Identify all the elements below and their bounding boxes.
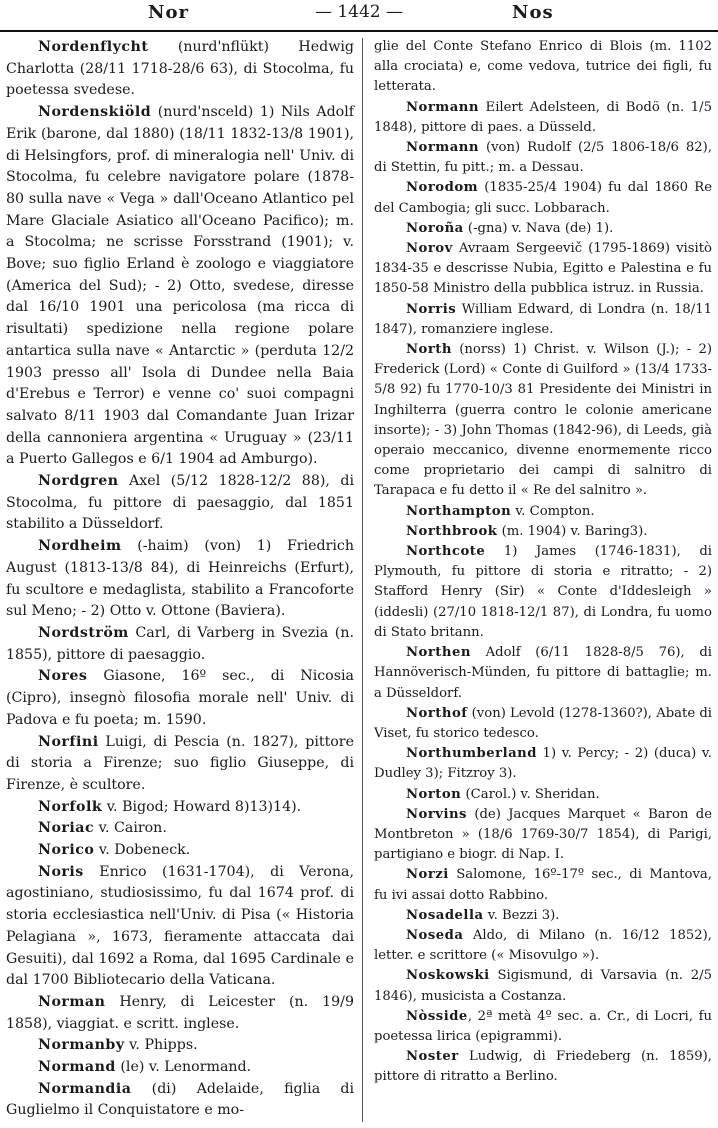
entry-text: v. Dobeneck. bbox=[94, 842, 191, 859]
entry-headword: Northof bbox=[406, 705, 468, 721]
entry-headword: Norman bbox=[38, 993, 106, 1010]
dictionary-entry bbox=[374, 966, 712, 1006]
dictionary-entry bbox=[374, 542, 712, 643]
entry-text: Aldo, di Milano (n. 16/12 1852), letter. e scrittore (« Misovulgo »). bbox=[374, 927, 712, 964]
entry-text: (Carol.) v. Sheridan. bbox=[461, 786, 600, 802]
right-column bbox=[374, 37, 712, 1088]
entry-text: Carl, di Varberg in Svezia (n. 1855), pittore di paesaggio. bbox=[6, 624, 354, 663]
entry-headword: Northbrook bbox=[406, 523, 498, 539]
dictionary-entry bbox=[374, 1047, 712, 1087]
entry-text: (di) Adelaide, figlia di Guglielmo il Conquistatore e mo- bbox=[6, 1080, 354, 1119]
entry-headword: Northcote bbox=[406, 544, 486, 560]
dictionary-entry bbox=[374, 340, 712, 502]
entry-headword: Nordström bbox=[38, 624, 129, 641]
entry-text: (1835-25/4 1904) fu dal 1860 Re del Cambogia; gli succ. Lobbarach. bbox=[374, 180, 712, 216]
dictionary-entry bbox=[374, 805, 712, 866]
entry-headword: Nordenskiöld bbox=[38, 104, 152, 121]
entry-text: v. Compton. bbox=[511, 503, 595, 519]
left-column bbox=[6, 37, 354, 1122]
entry-text: (nurd'nsceld) 1) Nils Adolf Erik (barone, dal 1880) (18/11 1832-13/8 1901), di Helsingfors, prof. di mineralogia nell' Univ. di Stocolma, fu celebre navigatore polare (1878-80 sulla nave « Vega » dall'Oceano Atlantico pel Mare Glaciale Asiatico all'Oceano Pacifico); m. a Stocolma; ne scrisse Forsstrand (1901); v. Bove; suo figlio Erland è zoologo e viaggiatore (America del Sud); - 2) Otto, svedese, diresse dal 16/10 1901 una pericolosa (ma ricca di risultati) spedizione nella regione polare antartica sulla nave « Antarctic » (perduta 12/2 1903 presso all' Isola di Dundee nella Baia d'Erebus e Terror) e venne co' suoi compagni salvato 8/11 1903 dal Comandante Juan Irizar della cannoniera argentina « Uruguay » (23/11 a Puerto Gallegos e 6/1 1904 ad Amburgo). bbox=[6, 104, 354, 468]
entry-text: Adolf (6/11 1828-8/5 76), di Hannöverisch-Münden, fu pittore di battaglie; m. a Düsseldorf. bbox=[374, 645, 712, 701]
entry-headword: Normanby bbox=[38, 1037, 125, 1054]
entry-headword: Northumberland bbox=[406, 746, 537, 762]
dictionary-entry bbox=[374, 643, 712, 704]
entry-text: Avraam Sergeevič (1795-1869) visitò 1834-35 e descrisse Nubia, Egitto e Palestina e fu 1850-58 Ministro della pubblica istruz. in Russia. bbox=[374, 241, 712, 297]
entry-headword: Norris bbox=[406, 301, 457, 317]
entry-headword: Normann bbox=[406, 99, 479, 115]
entry-text: Salomone, 16º-17º sec., di Mantova, fu ivi assai dotto Rabbino. bbox=[374, 867, 712, 903]
dictionary-entry bbox=[374, 37, 712, 98]
entry-headword: Norfolk bbox=[38, 798, 103, 815]
entry-text: Eilert Adelsteen, di Bodö (n. 1/5 1848), pittore di paes. a Düsseld. bbox=[374, 99, 712, 135]
dictionary-entry bbox=[374, 219, 712, 239]
entry-text: (-haim) (von) 1) Friedrich August (1813-13/8 84), di Heinreichs (Erfurt), fu scultore e medaglista, stabilito a Francoforte sul Meno; - 2) Otto v. Ottone (Baviera). bbox=[6, 538, 354, 620]
entry-headword: Norov bbox=[406, 241, 453, 257]
entry-text: 1) v. Percy; - 2) (duca) v. Dudley 3); Fitzroy 3). bbox=[374, 746, 712, 782]
entry-text: (von) Rudolf (2/5 1806-18/6 82), di Stettin, fu pitt.; m. a Dessau. bbox=[374, 140, 712, 176]
entry-headword: Norico bbox=[38, 842, 95, 859]
entry-headword: Northampton bbox=[406, 503, 512, 519]
entry-headword: Norton bbox=[406, 786, 462, 802]
dictionary-entry bbox=[6, 37, 354, 102]
entry-text: v. Phipps. bbox=[124, 1037, 198, 1054]
entry-text: (von) Levold (1278-1360?), Abate di Viset, fu storico tedesco. bbox=[374, 705, 712, 741]
dictionary-entry bbox=[374, 785, 712, 805]
dictionary-entry bbox=[6, 1079, 354, 1122]
entry-headword: Norvins bbox=[406, 806, 467, 822]
page-header bbox=[0, 0, 718, 32]
entry-headword: Noroña bbox=[406, 220, 464, 236]
entry-text: (norss) 1) Christ. v. Wilson (J.); - 2) Frederick (Lord) « Conte di Guilford » (13/4 1733-5/8 92) fu 1770-10/3 81 Presidente dei Ministri in Inghilterra (guerra contro le colonie americane insorte); - 3) John Thomas (1842-96), di Leeds, già operaio meccanico, divenne enormemente ricco come proprietario dei campi di salnitro di Tarapaca e fu detto il « Re del salnitro ». bbox=[374, 342, 712, 499]
entry-headword: Normann bbox=[406, 140, 479, 156]
dictionary-entry bbox=[6, 471, 354, 536]
dictionary-entry bbox=[374, 1007, 712, 1047]
entry-headword: Norzi bbox=[406, 867, 449, 883]
dictionary-entry bbox=[6, 992, 354, 1035]
entry-text: , 2ª metà 4º sec. a. Cr., di Locri, fu poetessa lirica (epigrammi). bbox=[374, 1008, 712, 1044]
dictionary-entry bbox=[6, 840, 354, 862]
entry-headword: Noseda bbox=[406, 927, 464, 943]
dictionary-entry bbox=[6, 732, 354, 797]
page-number: — 1442 — bbox=[314, 2, 404, 22]
dictionary-entry bbox=[374, 522, 712, 542]
entry-headword: Noriac bbox=[38, 820, 95, 837]
entry-text: (-gna) v. Nava (de) 1). bbox=[463, 220, 614, 236]
entry-headword: Nòsside bbox=[406, 1008, 468, 1024]
dictionary-entry bbox=[374, 239, 712, 300]
entry-text: Ludwig, di Friedeberg (n. 1859), pittore di ritratto a Berlino. bbox=[374, 1049, 712, 1085]
dictionary-entry bbox=[6, 1057, 354, 1079]
entry-headword: Nordenflycht bbox=[38, 39, 149, 55]
dictionary-entry bbox=[374, 300, 712, 340]
dictionary-entry bbox=[374, 865, 712, 905]
entry-headword: Noris bbox=[38, 863, 84, 880]
dictionary-entry bbox=[374, 744, 712, 784]
entry-text: v. Bigod; Howard 8)13)14). bbox=[102, 798, 302, 815]
entry-headword: Nordgren bbox=[38, 473, 119, 490]
dictionary-entry bbox=[374, 926, 712, 966]
dictionary-entry bbox=[374, 906, 712, 926]
entry-text: 1) James (1746-1831), di Plymouth, fu pittore di storia e ritratto; - 2) Stafford Henry (Sir) « Conte d'Iddesleigh » (iddesli) (27/10 1818-12/1 87), di Londra, fu uomo di Stato britann. bbox=[374, 544, 712, 640]
entry-text: Enrico (1631-1704), di Verona, agostiniano, studiosissimo, fu dal 1674 prof. di storia ecclesiastica nell'Univ. di Pisa (« Historia Pelagiana », 1673, fieramente attaccata dai Gesuiti), dal 1692 a Roma, dal 1695 Cardinale e dal 1700 Bibliotecario della Vaticana. bbox=[6, 863, 354, 989]
entry-text: William Edward, di Londra (n. 18/11 1847), romanziere inglese. bbox=[374, 301, 712, 337]
dictionary-entry bbox=[6, 862, 354, 992]
dictionary-entry bbox=[374, 502, 712, 522]
entry-headword: Nosadella bbox=[406, 907, 484, 923]
dictionary-entry bbox=[374, 138, 712, 178]
dictionary-entry bbox=[6, 536, 354, 623]
entry-text: Axel (5/12 1828-12/2 88), di Stocolma, fu pittore di paesaggio, dal 1851 stabilito a Düsseldorf. bbox=[6, 473, 354, 533]
header-right-guide-word: Nos bbox=[512, 2, 554, 23]
dictionary-entry bbox=[374, 178, 712, 218]
column-divider bbox=[362, 38, 363, 1122]
entry-text: Sigismund, di Varsavia (n. 2/5 1846), musicista a Costanza. bbox=[374, 968, 712, 1004]
entry-text: v. Cairon. bbox=[94, 820, 167, 837]
entry-headword: Norodom bbox=[406, 180, 479, 196]
dictionary-entry bbox=[6, 666, 354, 731]
entry-headword: Normandia bbox=[38, 1080, 132, 1097]
dictionary-entry bbox=[6, 102, 354, 471]
entry-text: glie del Conte Stefano Enrico di Blois (m. 1102 alla crociata) e, come vedova, tutrice dei figli, fu letterata. bbox=[374, 39, 712, 95]
entry-headword: Northen bbox=[406, 645, 471, 661]
header-left-guide-word: Nor bbox=[148, 2, 189, 23]
dictionary-entry bbox=[6, 623, 354, 666]
entry-headword: Nores bbox=[38, 668, 88, 685]
entry-headword: Noskowski bbox=[406, 968, 490, 984]
entry-text: Luigi, di Pescia (n. 1827), pittore di storia a Firenze; suo figlio Giuseppe, di Firenze, è scultore. bbox=[6, 733, 354, 793]
entry-headword: Noster bbox=[406, 1049, 459, 1065]
entry-text: (le) v. Lenormand. bbox=[115, 1059, 252, 1076]
entry-text: (nurd'nflükt) Hedwig Charlotta (28/11 1718-28/6 63), di Stocolma, fu poetessa svedese. bbox=[6, 39, 354, 99]
entry-headword: Normand bbox=[38, 1059, 116, 1076]
dictionary-entry bbox=[374, 704, 712, 744]
entry-headword: North bbox=[406, 342, 452, 358]
entry-text: Henry, di Leicester (n. 19/9 1858), viaggiat. e scritt. inglese. bbox=[6, 993, 354, 1032]
entry-text: Giasone, 16º sec., di Nicosia (Cipro), insegnò filosofia morale nell' Univ. di Padova e fu poeta; m. 1590. bbox=[6, 668, 354, 728]
dictionary-entry bbox=[6, 1035, 354, 1057]
entry-text: (de) Jacques Marquet « Baron de Montbreton » (18/6 1769-30/7 1854), di Parigi, partigiano e biogr. di Nap. I. bbox=[374, 806, 712, 863]
entry-text: v. Bezzi 3). bbox=[483, 907, 560, 923]
entry-headword: Norfini bbox=[38, 733, 99, 750]
entry-headword: Nordheim bbox=[38, 538, 122, 555]
dictionary-entry bbox=[6, 797, 354, 819]
dictionary-entry bbox=[6, 818, 354, 840]
dictionary-entry bbox=[374, 98, 712, 138]
entry-text: (m. 1904) v. Baring3). bbox=[497, 523, 648, 539]
